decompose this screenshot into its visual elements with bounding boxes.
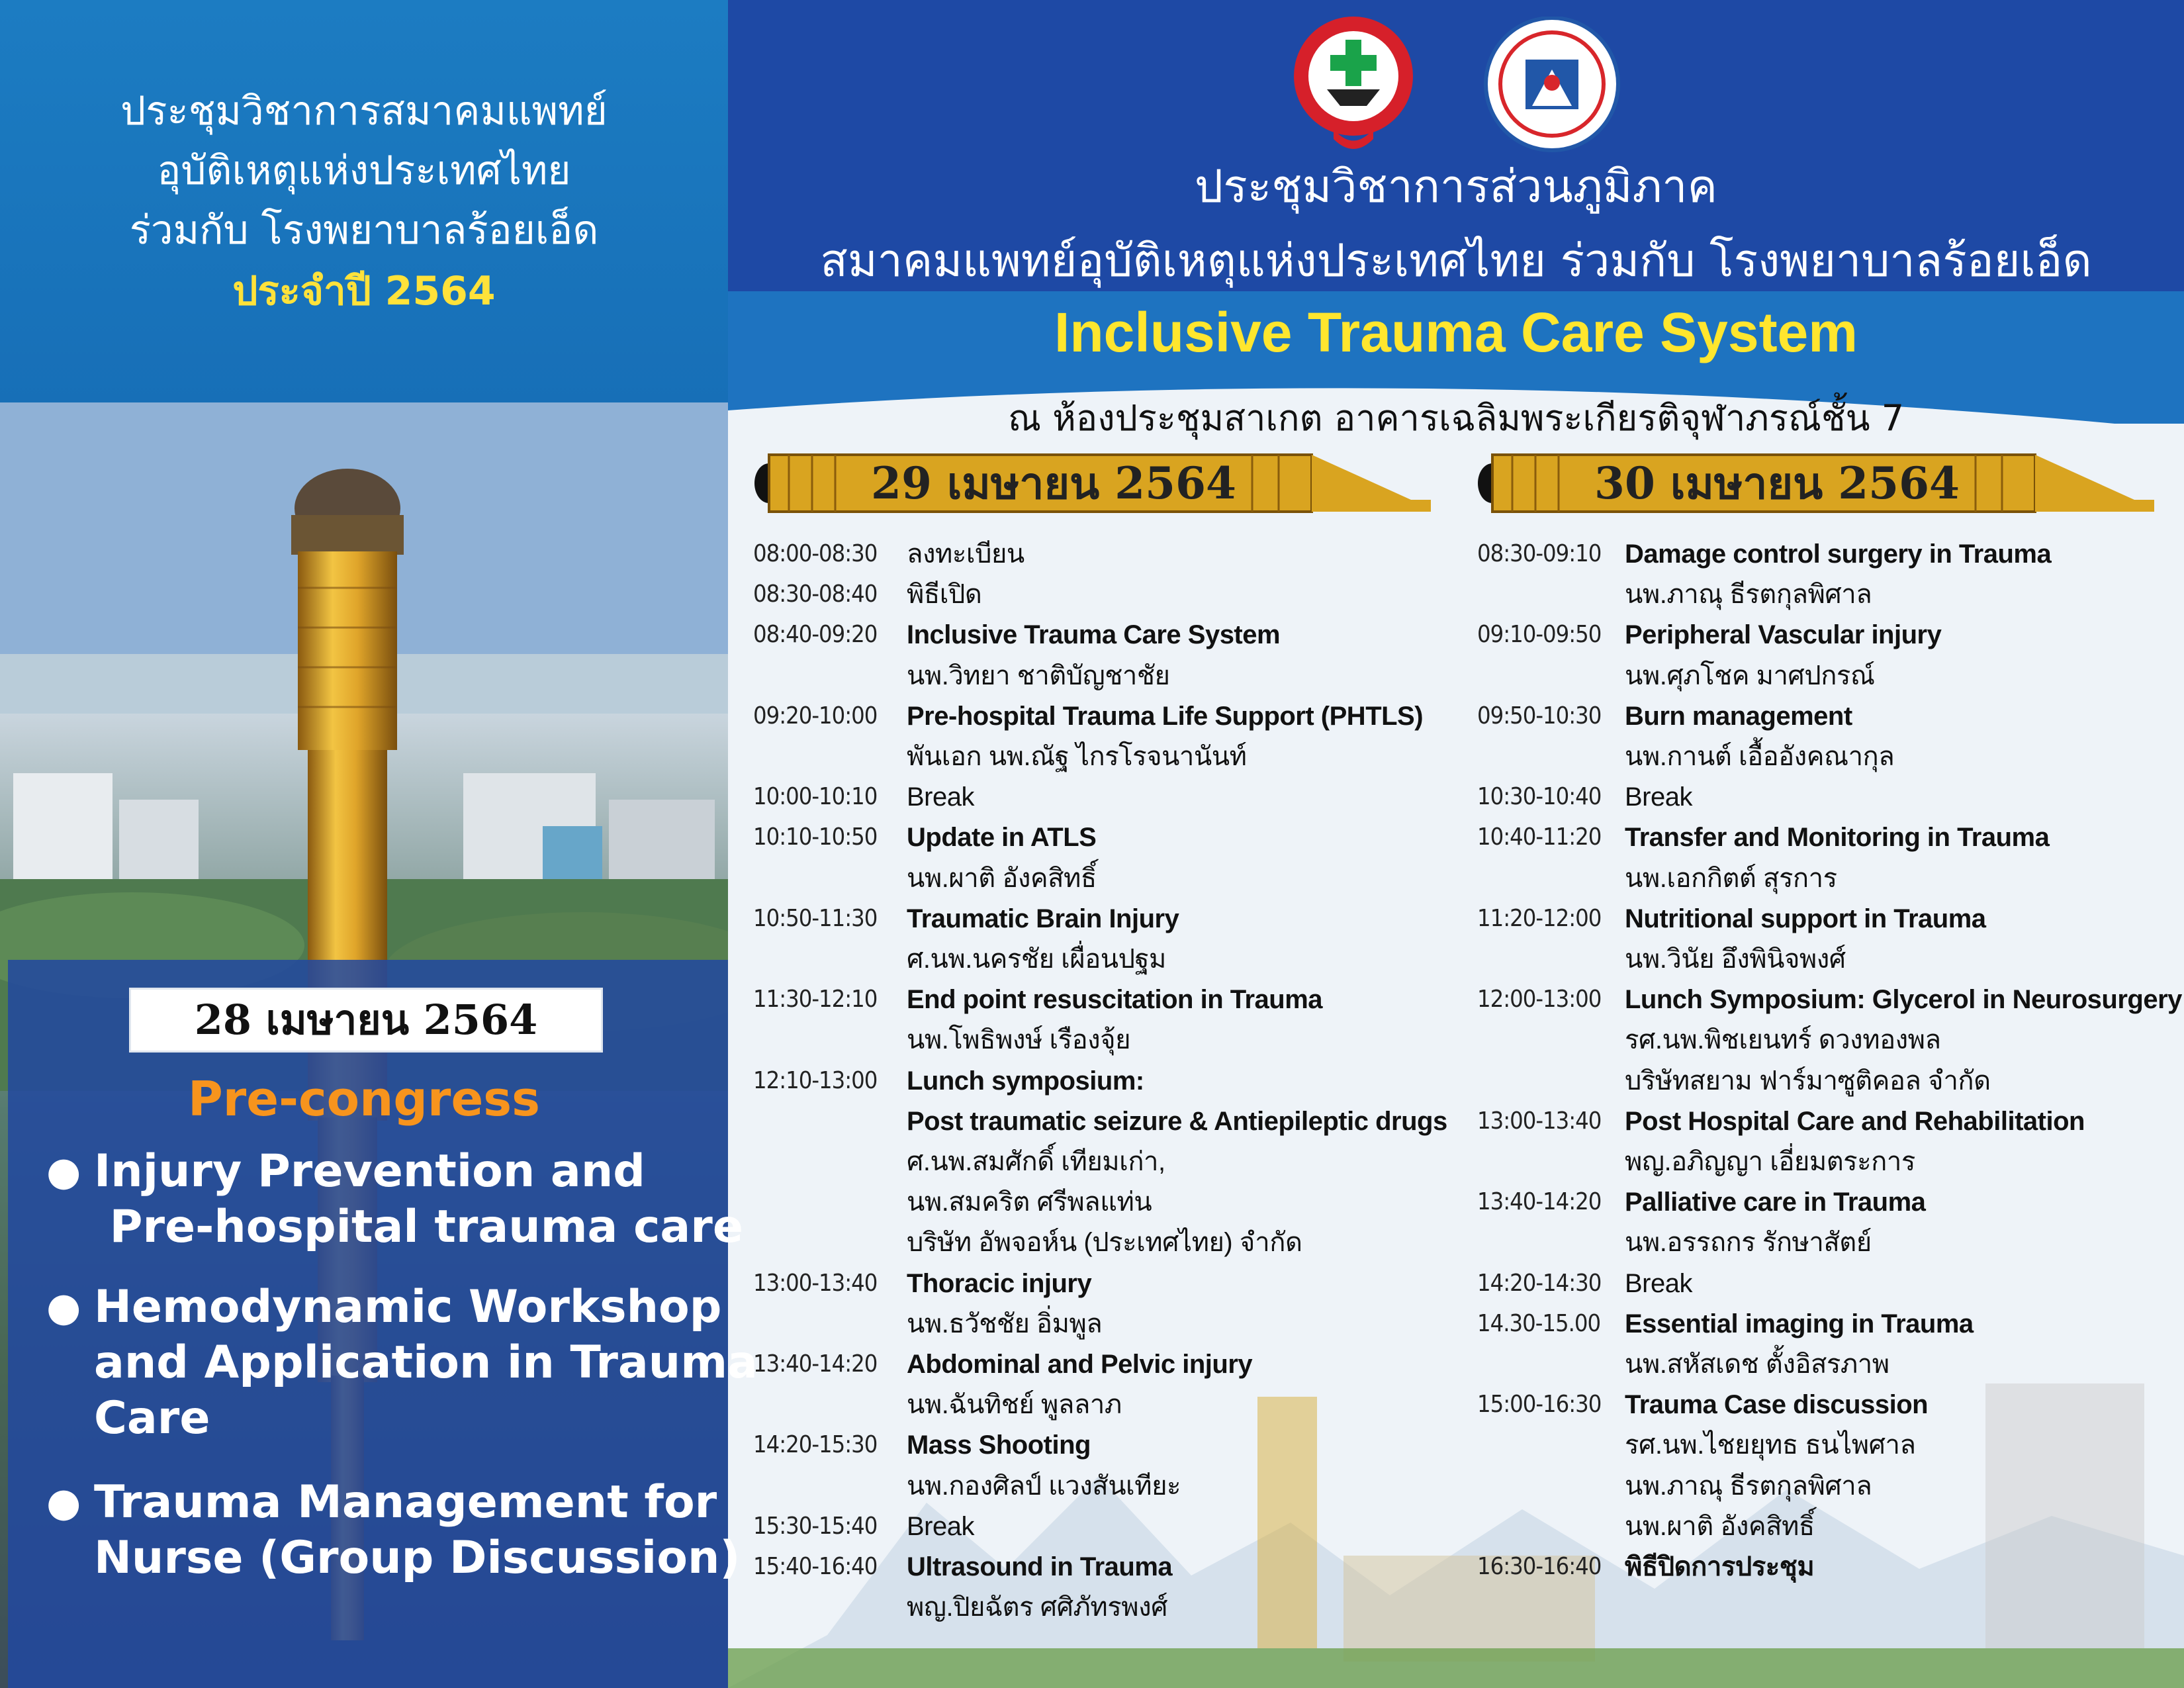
session-time: 10:10-10:50 [753, 823, 878, 851]
session-title: Essential imaging in Trauma [1625, 1309, 1974, 1338]
session-time: 13:00-13:40 [753, 1269, 878, 1297]
session-detail: Post traumatic seizure & Antiepileptic drugs [907, 1106, 1447, 1136]
day1-date-banner [749, 447, 1431, 520]
conference-title: Inclusive Trauma Care System [1054, 301, 1858, 363]
session-title: End point resuscitation in Trauma [907, 985, 1323, 1015]
session-time: 10:50-11:30 [753, 904, 878, 932]
header-line-1: ประชุมวิชาการส่วนภูมิภาค [1195, 161, 1717, 213]
session-title: Pre-hospital Trauma Life Support (PHTLS) [907, 701, 1424, 731]
session-time: 08:30-09:10 [1477, 540, 1602, 567]
session-time: 15:40-16:40 [753, 1553, 878, 1580]
left-year: ประจำปี 2564 [232, 268, 496, 314]
session-time: 13:40-14:20 [1477, 1188, 1602, 1216]
session-title: Palliative care in Trauma [1625, 1188, 1926, 1217]
session-detail: นพ.กานต์ เอื้ออังคณากุล [1625, 742, 1895, 771]
session-time: 14.30-15.00 [1477, 1309, 1601, 1337]
session-title: Nutritional support in Trauma [1625, 904, 1986, 933]
session-detail: นพ.กองศิลป์ แวงสันเทียะ [907, 1471, 1181, 1501]
session-title: Break [907, 1511, 974, 1541]
session-detail: บริษัทสยาม ฟาร์มาซูติคอล จำกัด [1625, 1066, 1991, 1096]
session-time: 09:50-10:30 [1477, 702, 1602, 729]
session-detail: นพ.ผาติ อังคสิทธิ์ [1625, 1511, 1815, 1541]
session-time: 15:30-15:40 [753, 1512, 878, 1540]
session-detail: นพ.ผาติ อังคสิทธิ์ [907, 863, 1097, 893]
session-title: Post Hospital Care and Rehabilitation [1625, 1106, 2085, 1136]
session-detail: นพ.ภาณุ ธีรตกุลพิศาล [1625, 580, 1872, 610]
session-time: 15:00-16:30 [1477, 1391, 1602, 1419]
session-title: Trauma Case discussion [1625, 1390, 1929, 1420]
session-title: Burn management [1625, 701, 1852, 731]
session-time: 08:40-09:20 [753, 621, 878, 649]
session-title: Lunch symposium: [907, 1066, 1144, 1096]
session-detail: พญ.ปิยฉัตร ศศิภัทรพงศ์ [907, 1593, 1167, 1622]
session-detail: บริษัท อัพจอห์น (ประเทศไทย) จำกัด [907, 1228, 1302, 1258]
session-title: Thoracic injury [907, 1268, 1092, 1298]
trauma-association-logo-icon [1479, 17, 1625, 152]
session-detail: นพ.สมคริต ศรีพลแท่น [907, 1188, 1152, 1217]
session-title: Traumatic Brain Injury [907, 904, 1179, 933]
session-detail: ศ.นพ.นครชัย เผื่อนปฐม [907, 945, 1166, 974]
session-title: Break [1625, 1268, 1692, 1298]
session-detail: นพ.ธวัชชัย อิ่มพูล [907, 1309, 1103, 1338]
session-title: ลงทะเบียน [907, 539, 1024, 569]
bullet-icon: ● [46, 1479, 81, 1526]
precongress-item-text: Trauma Management for Nurse (Group Discussion) [94, 1476, 741, 1584]
session-title: Lunch Symposium: Glycerol in Neurosurgery [1625, 985, 2182, 1015]
precongress-item [46, 1475, 741, 1587]
session-detail: รศ.นพ.พิชเยนทร์ ดวงทองพล [1625, 1025, 1941, 1055]
session-title: Update in ATLS [907, 823, 1097, 853]
session-time: 13:40-14:20 [753, 1350, 878, 1378]
session-time: 12:10-13:00 [753, 1066, 878, 1094]
session-time: 10:40-11:20 [1477, 823, 1602, 851]
bullet-icon: ● [46, 1149, 81, 1195]
session-time: 14:20-14:30 [1477, 1269, 1602, 1297]
session-title: Inclusive Trauma Care System [907, 620, 1281, 650]
day2-date-banner [1473, 447, 2154, 520]
session-title: Damage control surgery in Trauma [1625, 539, 2052, 569]
session-detail: พันเอก นพ.ณัฐ ไกรโรจนานันท์ [907, 742, 1247, 771]
session-title: Abdominal and Pelvic injury [907, 1350, 1253, 1379]
session-title: Break [1625, 782, 1692, 812]
precongress-date: 28 เมษายน 2564 [129, 988, 603, 1053]
session-title: Peripheral Vascular injury [1625, 620, 1942, 650]
session-detail: นพ.อรรถกร รักษาสัตย์ [1625, 1228, 1872, 1258]
session-time: 08:00-08:30 [753, 540, 878, 567]
session-detail: นพ.เอกกิตต์ สุรการ [1625, 863, 1837, 893]
precongress-item-text: Injury Prevention and Pre-hospital trauma care [94, 1145, 743, 1253]
session-title: Break [907, 782, 974, 812]
session-time: 12:00-13:00 [1477, 986, 1602, 1013]
precongress-title: Pre-congress [188, 1071, 540, 1127]
session-time: 09:10-09:50 [1477, 621, 1602, 649]
session-detail: นพ.ภาณุ ธีรตกุลพิศาล [1625, 1471, 1872, 1501]
precongress-item-text: Hemodynamic Workshop and Application in Trauma Care [94, 1281, 758, 1444]
session-time: 11:20-12:00 [1477, 904, 1602, 932]
roiet-hospital-logo-icon [1287, 13, 1420, 152]
session-time: 14:20-15:30 [753, 1431, 878, 1459]
session-detail: รศ.นพ.ไชยยุทธ ธนไพศาล [1625, 1430, 1916, 1460]
session-title: Ultrasound in Trauma [907, 1552, 1173, 1581]
session-detail: นพ.สหัสเดช ตั้งอิสรภาพ [1625, 1350, 1889, 1379]
left-title-line-1: ประชุมวิชาการสมาคมแพทย์ [120, 88, 608, 134]
session-time: 10:30-10:40 [1477, 783, 1602, 811]
session-title: พิธีปิดการประชุม [1625, 1552, 1815, 1581]
session-time: 13:00-13:40 [1477, 1107, 1602, 1135]
venue: ณ ห้องประชุมสาเกต อาคารเฉลิมพระเกียรติจุฬาภรณ์ชั้น 7 [1007, 397, 1905, 439]
day2-date: 30 เมษายน 2564 [1594, 457, 1960, 509]
left-title-panel [0, 0, 728, 402]
session-detail: นพ.โพธิพงษ์ เรืองจุ้ย [907, 1025, 1131, 1055]
session-time: 09:20-10:00 [753, 702, 878, 729]
session-detail: นพ.ศุภโชค มาศปกรณ์ [1625, 661, 1875, 690]
session-detail: นพ.ฉันทิชย์ พูลลาภ [907, 1390, 1122, 1420]
session-time: 08:30-08:40 [753, 581, 878, 608]
header-line-2: สมาคมแพทย์อุบัติเหตุแห่งประเทศไทย ร่วมกับ โรงพยาบาลร้อยเอ็ด [820, 235, 2092, 287]
day1-date: 29 เมษายน 2564 [871, 457, 1236, 509]
precongress-item [46, 1280, 758, 1445]
session-time: 16:30-16:40 [1477, 1553, 1602, 1580]
session-time: 10:00-10:10 [753, 783, 878, 811]
session-time: 11:30-12:10 [753, 986, 878, 1013]
left-title-line-3: ร่วมกับ โรงพยาบาลร้อยเอ็ด [129, 207, 599, 254]
precongress-item [46, 1144, 743, 1256]
session-title: Mass Shooting [907, 1430, 1091, 1460]
session-detail: พญ.อภิญญา เอี่ยมตระการ [1625, 1147, 1915, 1176]
session-detail: ศ.นพ.สมศักดิ์ เทียมเก่า, [907, 1147, 1165, 1176]
left-title-line-2: อุบัติเหตุแห่งประเทศไทย [157, 148, 571, 194]
session-detail: นพ.วิทยา ชาติบัญชาชัย [907, 661, 1170, 690]
bullet-icon: ● [46, 1284, 81, 1331]
session-title: Transfer and Monitoring in Trauma [1625, 823, 2050, 853]
session-detail: นพ.วินัย อึงพินิจพงศ์ [1625, 945, 1846, 974]
session-title: พิธีเปิด [907, 580, 982, 610]
